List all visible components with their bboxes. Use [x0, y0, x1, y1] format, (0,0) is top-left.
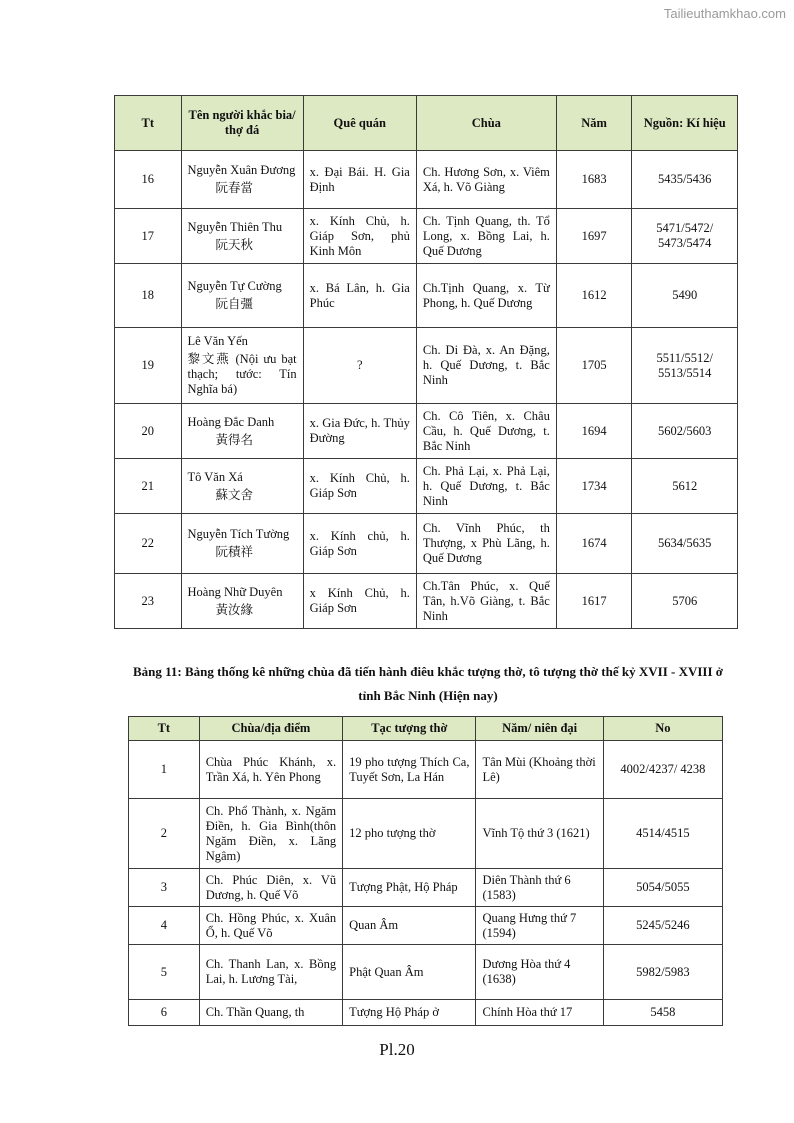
pagoda-cell: Ch.Tân Phúc, x. Quế Tân, h.Võ Giàng, t. Bắc Ninh: [416, 574, 556, 629]
place-cell: Ch. Phúc Diên, x. Vũ Dương, h. Quế Võ: [199, 869, 342, 907]
statue-cell: Tượng Hộ Pháp ở: [343, 1000, 476, 1026]
table-row: [115, 574, 738, 629]
no-cell: 4514/4515: [603, 799, 722, 869]
page-number: Pl.20: [379, 1040, 415, 1059]
carver-han-name: 阮自彊: [215, 297, 254, 311]
carver-han-name: 黃汝緣: [215, 602, 254, 617]
carver-name: Nguyễn Thiên Thu: [187, 219, 283, 234]
carver-cell: [181, 514, 303, 574]
row-number: 5: [129, 945, 200, 1000]
pagoda-cell: Ch. Hương Sơn, x. Viêm Xá, h. Võ Giàng: [416, 151, 556, 209]
carver-name: Hoàng Nhữ Duyên: [187, 584, 283, 599]
table-row: [115, 404, 738, 459]
no-cell: 5245/5246: [603, 907, 722, 945]
row-number: 17: [115, 209, 182, 264]
no-cell: 5458: [603, 1000, 722, 1026]
pagoda-cell: Ch. Di Đà, x. An Đặng, h. Quế Dương, t. Bắc Ninh: [416, 328, 556, 404]
source-code-cell: 5706: [632, 574, 738, 629]
source-code-cell: 5511/5512/ 5513/5514: [632, 328, 738, 404]
carver-name: Hoàng Đắc Danh: [187, 414, 275, 429]
table-row: [129, 907, 723, 945]
carver-cell: [181, 459, 303, 514]
pagoda-cell: Ch. Tịnh Quang, th. Tổ Long, x. Bồng Lai, h. Quế Dương: [416, 209, 556, 264]
carver-han-name: 黃得名: [215, 432, 254, 447]
place-cell: Ch. Thanh Lan, x. Bồng Lai, h. Lương Tài,: [199, 945, 342, 1000]
row-number: 3: [129, 869, 200, 907]
era-cell: Diên Thành thứ 6 (1583): [476, 869, 603, 907]
carver-han-name: 阮積祥: [215, 545, 254, 559]
table-row: [115, 209, 738, 264]
table-row: [129, 741, 723, 799]
place-cell: Ch. Thần Quang, th: [199, 1000, 342, 1026]
header-year: Năm/ niên đại: [476, 717, 603, 741]
header-pagoda: Chùa: [416, 96, 556, 151]
no-cell: 5054/5055: [603, 869, 722, 907]
carver-cell: [181, 151, 303, 209]
era-cell: Tân Mùi (Khoảng thời Lê): [476, 741, 603, 799]
row-number: 23: [115, 574, 182, 629]
carver-han-name: 阮春當: [215, 181, 254, 195]
pagoda-cell: Ch. Phả Lại, x. Phả Lại, h. Quế Dương, t. Bắc Ninh: [416, 459, 556, 514]
header-tt: Tt: [115, 96, 182, 151]
origin-cell: x. Kính Chủ, h. Giáp Sơn: [303, 459, 416, 514]
watermark: Tailieuthamkhao.com: [663, 6, 786, 21]
table-header-row: [115, 96, 738, 151]
carver-han-name: 蘇文舍: [215, 487, 254, 502]
carver-han-name: 黎文燕 (Nội ưu bạt thạch; tước: Tín Nghĩa bá): [187, 352, 297, 396]
origin-cell: x. Đại Bái. H. Gia Định: [303, 151, 416, 209]
table-header-row: [129, 717, 723, 741]
statue-cell: Phật Quan Âm: [343, 945, 476, 1000]
source-code-cell: 5471/5472/ 5473/5474: [632, 209, 738, 264]
origin-cell: x. Kính chủ, h. Giáp Sơn: [303, 514, 416, 574]
table-row: [129, 869, 723, 907]
row-number: 20: [115, 404, 182, 459]
header-origin: Quê quán: [303, 96, 416, 151]
statue-cell: Quan Âm: [343, 907, 476, 945]
carver-cell: [181, 574, 303, 629]
year-cell: 1617: [556, 574, 632, 629]
pagoda-cell: Ch.Tịnh Quang, x. Từ Phong, h. Quế Dương: [416, 264, 556, 328]
header-no: No: [603, 717, 722, 741]
year-cell: 1697: [556, 209, 632, 264]
origin-cell: x. Gia Đức, h. Thủy Đường: [303, 404, 416, 459]
carver-cell: [181, 264, 303, 328]
header-place: Chùa/địa điểm: [199, 717, 342, 741]
origin-cell: x. Bá Lân, h. Gia Phúc: [303, 264, 416, 328]
row-number: 19: [115, 328, 182, 404]
table-row: [115, 264, 738, 328]
statue-cell: 12 pho tượng thờ: [343, 799, 476, 869]
place-cell: Ch. Hồng Phúc, x. Xuân Ổ, h. Quế Võ: [199, 907, 342, 945]
carver-name: Tô Văn Xá: [187, 469, 243, 484]
header-carver: Tên người khắc bia/ thợ đá: [181, 96, 303, 151]
origin-cell: x Kính Chủ, h. Giáp Sơn: [303, 574, 416, 629]
table-row: [129, 799, 723, 869]
origin-cell: ?: [303, 328, 416, 404]
source-code-cell: 5435/5436: [632, 151, 738, 209]
pagoda-cell: Ch. Cô Tiên, x. Châu Cầu, h. Quế Dương, t. Bắc Ninh: [416, 404, 556, 459]
era-cell: Vĩnh Tộ thứ 3 (1621): [476, 799, 603, 869]
table-row: [129, 1000, 723, 1026]
carver-cell: [181, 404, 303, 459]
carver-cell: [181, 328, 303, 404]
carver-name: Nguyễn Tự Cường: [187, 279, 282, 293]
row-number: 1: [129, 741, 200, 799]
no-cell: 4002/4237/ 4238: [603, 741, 722, 799]
year-cell: 1683: [556, 151, 632, 209]
row-number: 6: [129, 1000, 200, 1026]
table-row: [115, 328, 738, 404]
year-cell: 1674: [556, 514, 632, 574]
year-cell: 1612: [556, 264, 632, 328]
no-cell: 5982/5983: [603, 945, 722, 1000]
carver-cell: [181, 209, 303, 264]
row-number: 16: [115, 151, 182, 209]
row-number: 21: [115, 459, 182, 514]
origin-cell: x. Kính Chủ, h. Giáp Sơn, phủ Kinh Môn: [303, 209, 416, 264]
carver-name: Nguyễn Xuân Đương: [187, 163, 296, 177]
header-year: Năm: [556, 96, 632, 151]
row-number: 4: [129, 907, 200, 945]
era-cell: Dương Hòa thứ 4 (1638): [476, 945, 603, 1000]
year-cell: 1694: [556, 404, 632, 459]
row-number: 2: [129, 799, 200, 869]
statue-table: [128, 716, 723, 1026]
header-source: Nguồn: Kí hiệu: [632, 96, 738, 151]
table-caption: Bảng 11: Bảng thống kê những chùa đã tiến hành điêu khắc tượng thờ, tô tượng thờ thế kỷ XVII - XVIII ở tỉnh Bắc Ninh (Hiện nay): [132, 664, 723, 703]
row-number: 18: [115, 264, 182, 328]
era-cell: Quang Hưng thứ 7 (1594): [476, 907, 603, 945]
pagoda-cell: Ch. Vĩnh Phúc, th Thượng, x Phù Lãng, h. Quế Dương: [416, 514, 556, 574]
place-cell: Chùa Phúc Khánh, x. Trần Xá, h. Yên Phong: [199, 741, 342, 799]
header-statue: Tạc tượng thờ: [343, 717, 476, 741]
carver-han-name: 阮天秋: [215, 237, 254, 252]
carver-name: Lê Văn Yến: [187, 334, 248, 348]
table-row: [115, 514, 738, 574]
source-code-cell: 5602/5603: [632, 404, 738, 459]
carver-name: Nguyễn Tích Tường: [187, 527, 290, 541]
header-tt: Tt: [129, 717, 200, 741]
table-row: [115, 151, 738, 209]
statue-cell: 19 pho tượng Thích Ca, Tuyết Sơn, La Hán: [343, 741, 476, 799]
source-code-cell: 5612: [632, 459, 738, 514]
era-cell: Chính Hòa thứ 17: [476, 1000, 603, 1026]
source-code-cell: 5490: [632, 264, 738, 328]
row-number: 22: [115, 514, 182, 574]
source-code-cell: 5634/5635: [632, 514, 738, 574]
place-cell: Ch. Phổ Thành, x. Ngăm Điền, h. Gia Bình(thôn Ngăm Điền, x. Lãng Ngâm): [199, 799, 342, 869]
table-row: [115, 459, 738, 514]
year-cell: 1705: [556, 328, 632, 404]
stele-carver-table: [114, 95, 738, 629]
statue-cell: Tượng Phật, Hộ Pháp: [343, 869, 476, 907]
table-row: [129, 945, 723, 1000]
year-cell: 1734: [556, 459, 632, 514]
